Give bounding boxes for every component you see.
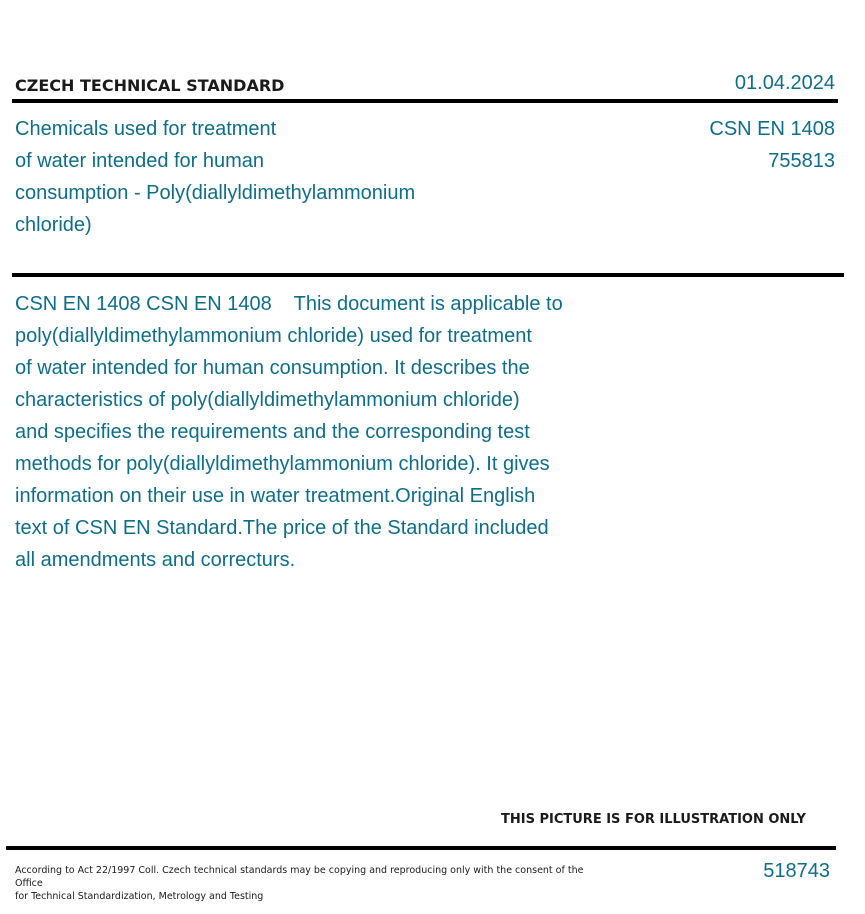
illustration-disclaimer: THIS PICTURE IS FOR ILLUSTRATION ONLY <box>501 812 806 827</box>
description-line: characteristics of poly(diallyldimethylammonium chloride) <box>15 389 520 411</box>
standard-description <box>15 288 615 576</box>
catalog-number: 755813 <box>768 150 835 172</box>
description-line: and specifies the requirements and the corresponding test <box>15 421 530 443</box>
legal-line: for Technical Standardization, Metrology and Testing <box>15 891 264 902</box>
document-type-label: CZECH TECHNICAL STANDARD <box>15 76 285 95</box>
title-line: consumption - Poly(diallyldimethylammonium <box>15 182 416 204</box>
standard-codes <box>709 113 835 177</box>
legal-line: According to Act 22/1997 Coll. Czech technical standards may be copying and reproducing only with the consent of the Office <box>15 865 584 889</box>
description-line: methods for poly(diallyldimethylammonium chloride). It gives <box>15 453 550 475</box>
description-line: all amendments and correcturs. <box>15 549 296 571</box>
title-line: chloride) <box>15 214 92 236</box>
title-line: of water intended for human <box>15 150 265 172</box>
description-line: CSN EN 1408 CSN EN 1408 This document is applicable to <box>15 293 563 315</box>
title-divider <box>12 273 844 277</box>
description-line: information on their use in water treatment.Original English <box>15 485 536 507</box>
footer-divider <box>6 846 836 850</box>
header-divider <box>12 99 838 103</box>
standard-title <box>15 113 455 241</box>
standard-code: CSN EN 1408 <box>709 118 835 140</box>
document-number: 518743 <box>763 860 830 882</box>
publication-date: 01.04.2024 <box>734 72 835 94</box>
description-line: poly(diallyldimethylammonium chloride) used for treatment <box>15 325 532 347</box>
description-line: text of CSN EN Standard.The price of the Standard included <box>15 517 549 539</box>
title-line: Chemicals used for treatment <box>15 118 277 140</box>
description-line: of water intended for human consumption. It describes the <box>15 357 530 379</box>
legal-notice <box>15 864 585 903</box>
